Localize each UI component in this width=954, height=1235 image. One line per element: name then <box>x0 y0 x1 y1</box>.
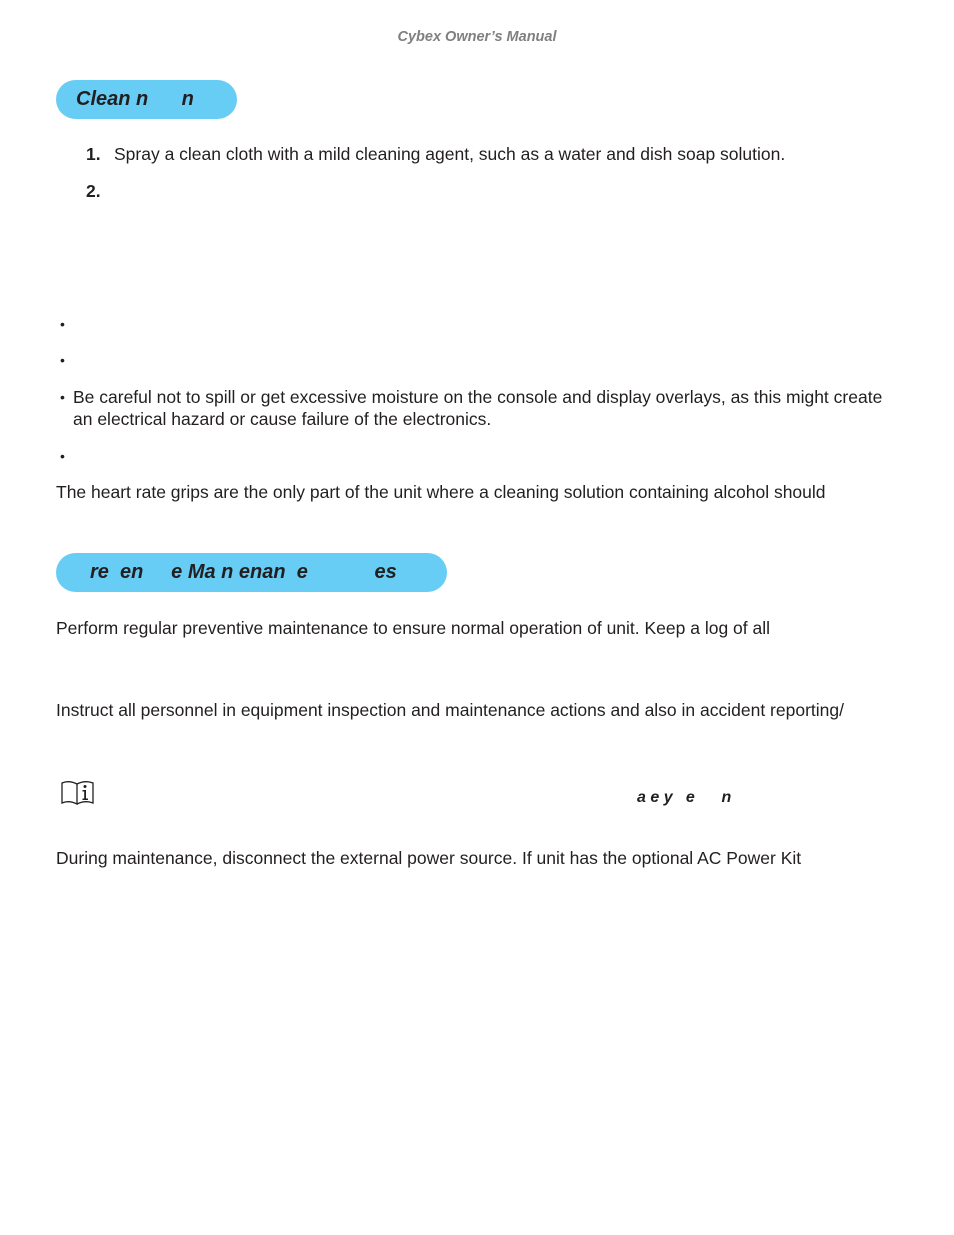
step-number: 1. <box>86 144 101 164</box>
bullet-marker: • <box>60 448 65 464</box>
preventive-paragraph: Perform regular preventive maintenance to ensure normal operation of unit. Keep a log of all <box>56 618 771 638</box>
step-text: Spray a clean cloth with a mild cleaning agent, such as a water and dish soap solution. <box>114 144 786 164</box>
bullet-marker: • <box>60 389 65 405</box>
cleaning-section-title: Clean n n <box>56 80 237 119</box>
personnel-paragraph: Instruct all personnel in equipment inspection and maintenance actions and also in accident reporting/ <box>56 700 844 720</box>
running-header: Cybex Owner’s Manual <box>397 29 557 45</box>
bullet-marker: • <box>60 316 65 332</box>
step-item <box>86 144 785 165</box>
heart-rate-note: The heart rate grips are the only part of the unit where a cleaning solution containing alcohol should <box>56 482 826 502</box>
preventive-maintenance-title: re en e Ma n enan e es <box>56 553 447 592</box>
manual-info-icon <box>60 779 96 807</box>
safety-note-label: a e y e n <box>637 789 732 806</box>
bullet-text: Be careful not to spill or get excessive moisture on the console and display overlays, as this might create an electrical hazard or cause failure of the electronics. <box>73 387 883 429</box>
bullet-marker: • <box>60 352 65 368</box>
bullet-item <box>60 386 900 430</box>
maintenance-power-paragraph: During maintenance, disconnect the external power source. If unit has the optional AC Power Kit <box>56 848 802 868</box>
step-number: 2. <box>86 181 101 201</box>
step-item <box>86 181 114 202</box>
